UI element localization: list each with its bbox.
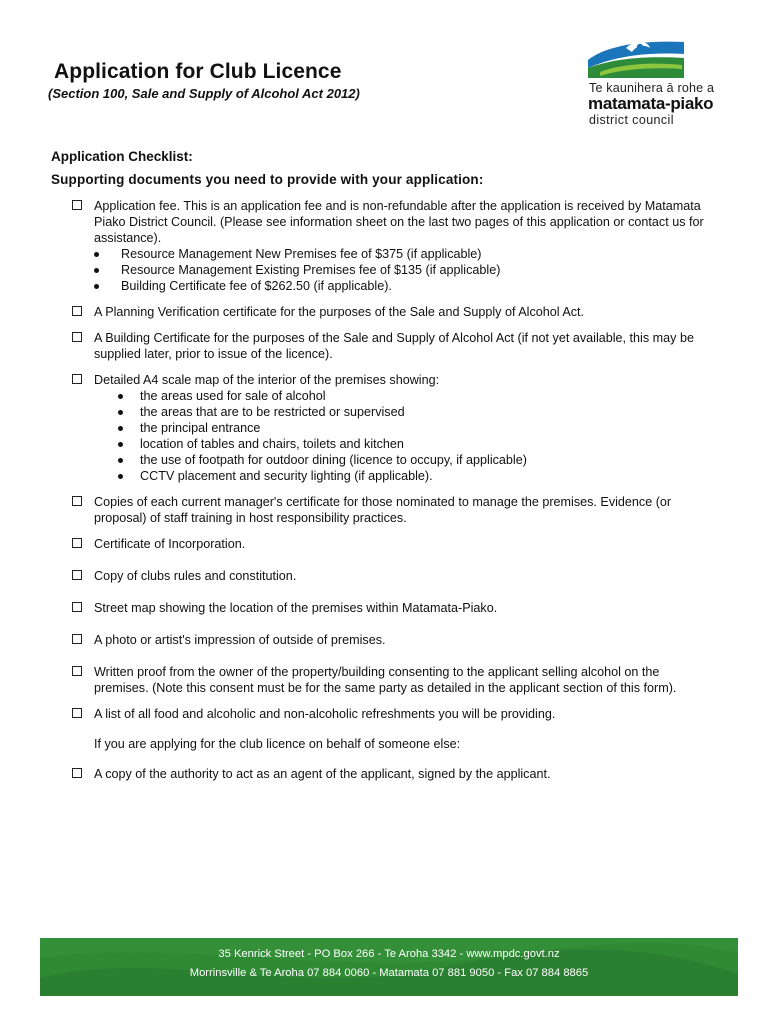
checkbox[interactable] <box>72 200 82 210</box>
checklist-item-text: Street map showing the location of the premises within Matamata-Piako. <box>94 601 498 615</box>
footer-banner <box>40 938 738 996</box>
checklist-item-club-rules <box>72 568 712 584</box>
checklist-item-building-certificate <box>72 330 712 362</box>
checkbox[interactable] <box>72 570 82 580</box>
list-item: Resource Management New Premises fee of $375 (if applicable) <box>94 246 712 262</box>
page-title: Application for Club Licence <box>54 60 342 83</box>
supporting-documents-heading: Supporting documents you need to provide with your application: <box>51 172 484 187</box>
fee-list <box>94 246 712 294</box>
bullet-icon <box>118 442 123 447</box>
checkbox[interactable] <box>72 666 82 676</box>
checkbox[interactable] <box>72 332 82 342</box>
checkbox[interactable] <box>72 634 82 644</box>
logo-line-1: Te kaunihera ā rohe a <box>589 81 715 95</box>
footer-address: 35 Kenrick Street - PO Box 266 - Te Aroha 3342 - www.mpdc.govt.nz <box>218 948 560 960</box>
checklist-item-owner-consent <box>72 664 712 696</box>
checklist-item-text: A Planning Verification certificate for the purposes of the Sale and Supply of Alcohol Act. <box>94 305 585 319</box>
checklist-item-text: A photo or artist's impression of outside of premises. <box>94 633 386 647</box>
checklist-item-text: Certificate of Incorporation. <box>94 537 246 551</box>
checkbox[interactable] <box>72 538 82 548</box>
bullet-icon <box>94 268 99 273</box>
council-swirl-logo-icon <box>586 38 686 80</box>
checklist-item-text: Application fee. This is an application fee and is non-refundable after the application is received by Matamata Piako District Council. (Please see information sheet on the last two pages of this application or contact us for assistance). <box>94 199 704 245</box>
checklist-item-application-fee <box>72 198 712 294</box>
page-subtitle: (Section 100, Sale and Supply of Alcohol Act 2012) <box>48 86 360 101</box>
checkbox[interactable] <box>72 602 82 612</box>
logo-line-3: district council <box>589 113 674 127</box>
agent-note: If you are applying for the club licence on behalf of someone else: <box>94 737 461 751</box>
checklist-item-text: Detailed A4 scale map of the interior of the premises showing: <box>94 373 440 387</box>
map-requirements-list <box>94 388 712 484</box>
checklist-item-planning-verification <box>72 304 712 320</box>
bullet-icon <box>94 252 99 257</box>
checklist-item-incorporation <box>72 536 712 552</box>
list-item: the areas used for sale of alcohol <box>94 388 712 404</box>
checklist-item-street-map <box>72 600 712 616</box>
checkbox[interactable] <box>72 374 82 384</box>
list-item: location of tables and chairs, toilets and kitchen <box>94 436 712 452</box>
checklist-item-photo <box>72 632 712 648</box>
bullet-icon <box>94 284 99 289</box>
checklist-item-text: Copies of each current manager's certificate for those nominated to manage the premises. Evidence (or proposal) of staff training in host responsibility practices. <box>94 495 672 525</box>
list-item: Building Certificate fee of $262.50 (if applicable). <box>94 278 712 294</box>
checklist-item-agent-authority <box>72 766 712 782</box>
checklist-item-refreshments <box>72 706 712 722</box>
checklist-item-text: Copy of clubs rules and constitution. <box>94 569 297 583</box>
checklist-item-text: A list of all food and alcoholic and non-alcoholic refreshments you will be providing. <box>94 707 556 721</box>
bullet-icon <box>118 410 123 415</box>
checkbox[interactable] <box>72 306 82 316</box>
checklist-item-manager-certificates <box>72 494 712 526</box>
list-item: CCTV placement and security lighting (if applicable). <box>94 468 712 484</box>
checklist-heading: Application Checklist: <box>51 149 193 164</box>
bullet-icon <box>118 426 123 431</box>
bullet-icon <box>118 394 123 399</box>
logo-line-2: matamata-piako <box>588 94 714 113</box>
list-item: the use of footpath for outdoor dining (licence to occupy, if applicable) <box>94 452 712 468</box>
footer-phone: Morrinsville & Te Aroha 07 884 0060 - Matamata 07 881 9050 - Fax 07 884 8865 <box>189 967 589 979</box>
list-item: the areas that are to be restricted or supervised <box>94 404 712 420</box>
list-item: the principal entrance <box>94 420 712 436</box>
checkbox[interactable] <box>72 768 82 778</box>
checklist-item-text: A Building Certificate for the purposes of the Sale and Supply of Alcohol Act (if not yet available, this may be supplied later, prior to issue of the licence). <box>94 331 694 361</box>
bullet-icon <box>118 458 123 463</box>
checklist-item-scale-map <box>72 372 712 484</box>
checklist-items <box>72 198 712 792</box>
checkbox[interactable] <box>72 708 82 718</box>
checkbox[interactable] <box>72 496 82 506</box>
checklist-item-text: A copy of the authority to act as an agent of the applicant, signed by the applicant. <box>94 767 551 781</box>
list-item: Resource Management Existing Premises fee of $135 (if applicable) <box>94 262 712 278</box>
checklist-item-text: Written proof from the owner of the property/building consenting to the applicant selling alcohol on the premises. (Note this consent must be for the same party as detailed in the applicant section of this form). <box>94 665 677 695</box>
bullet-icon <box>118 474 123 479</box>
council-logo <box>586 38 736 128</box>
